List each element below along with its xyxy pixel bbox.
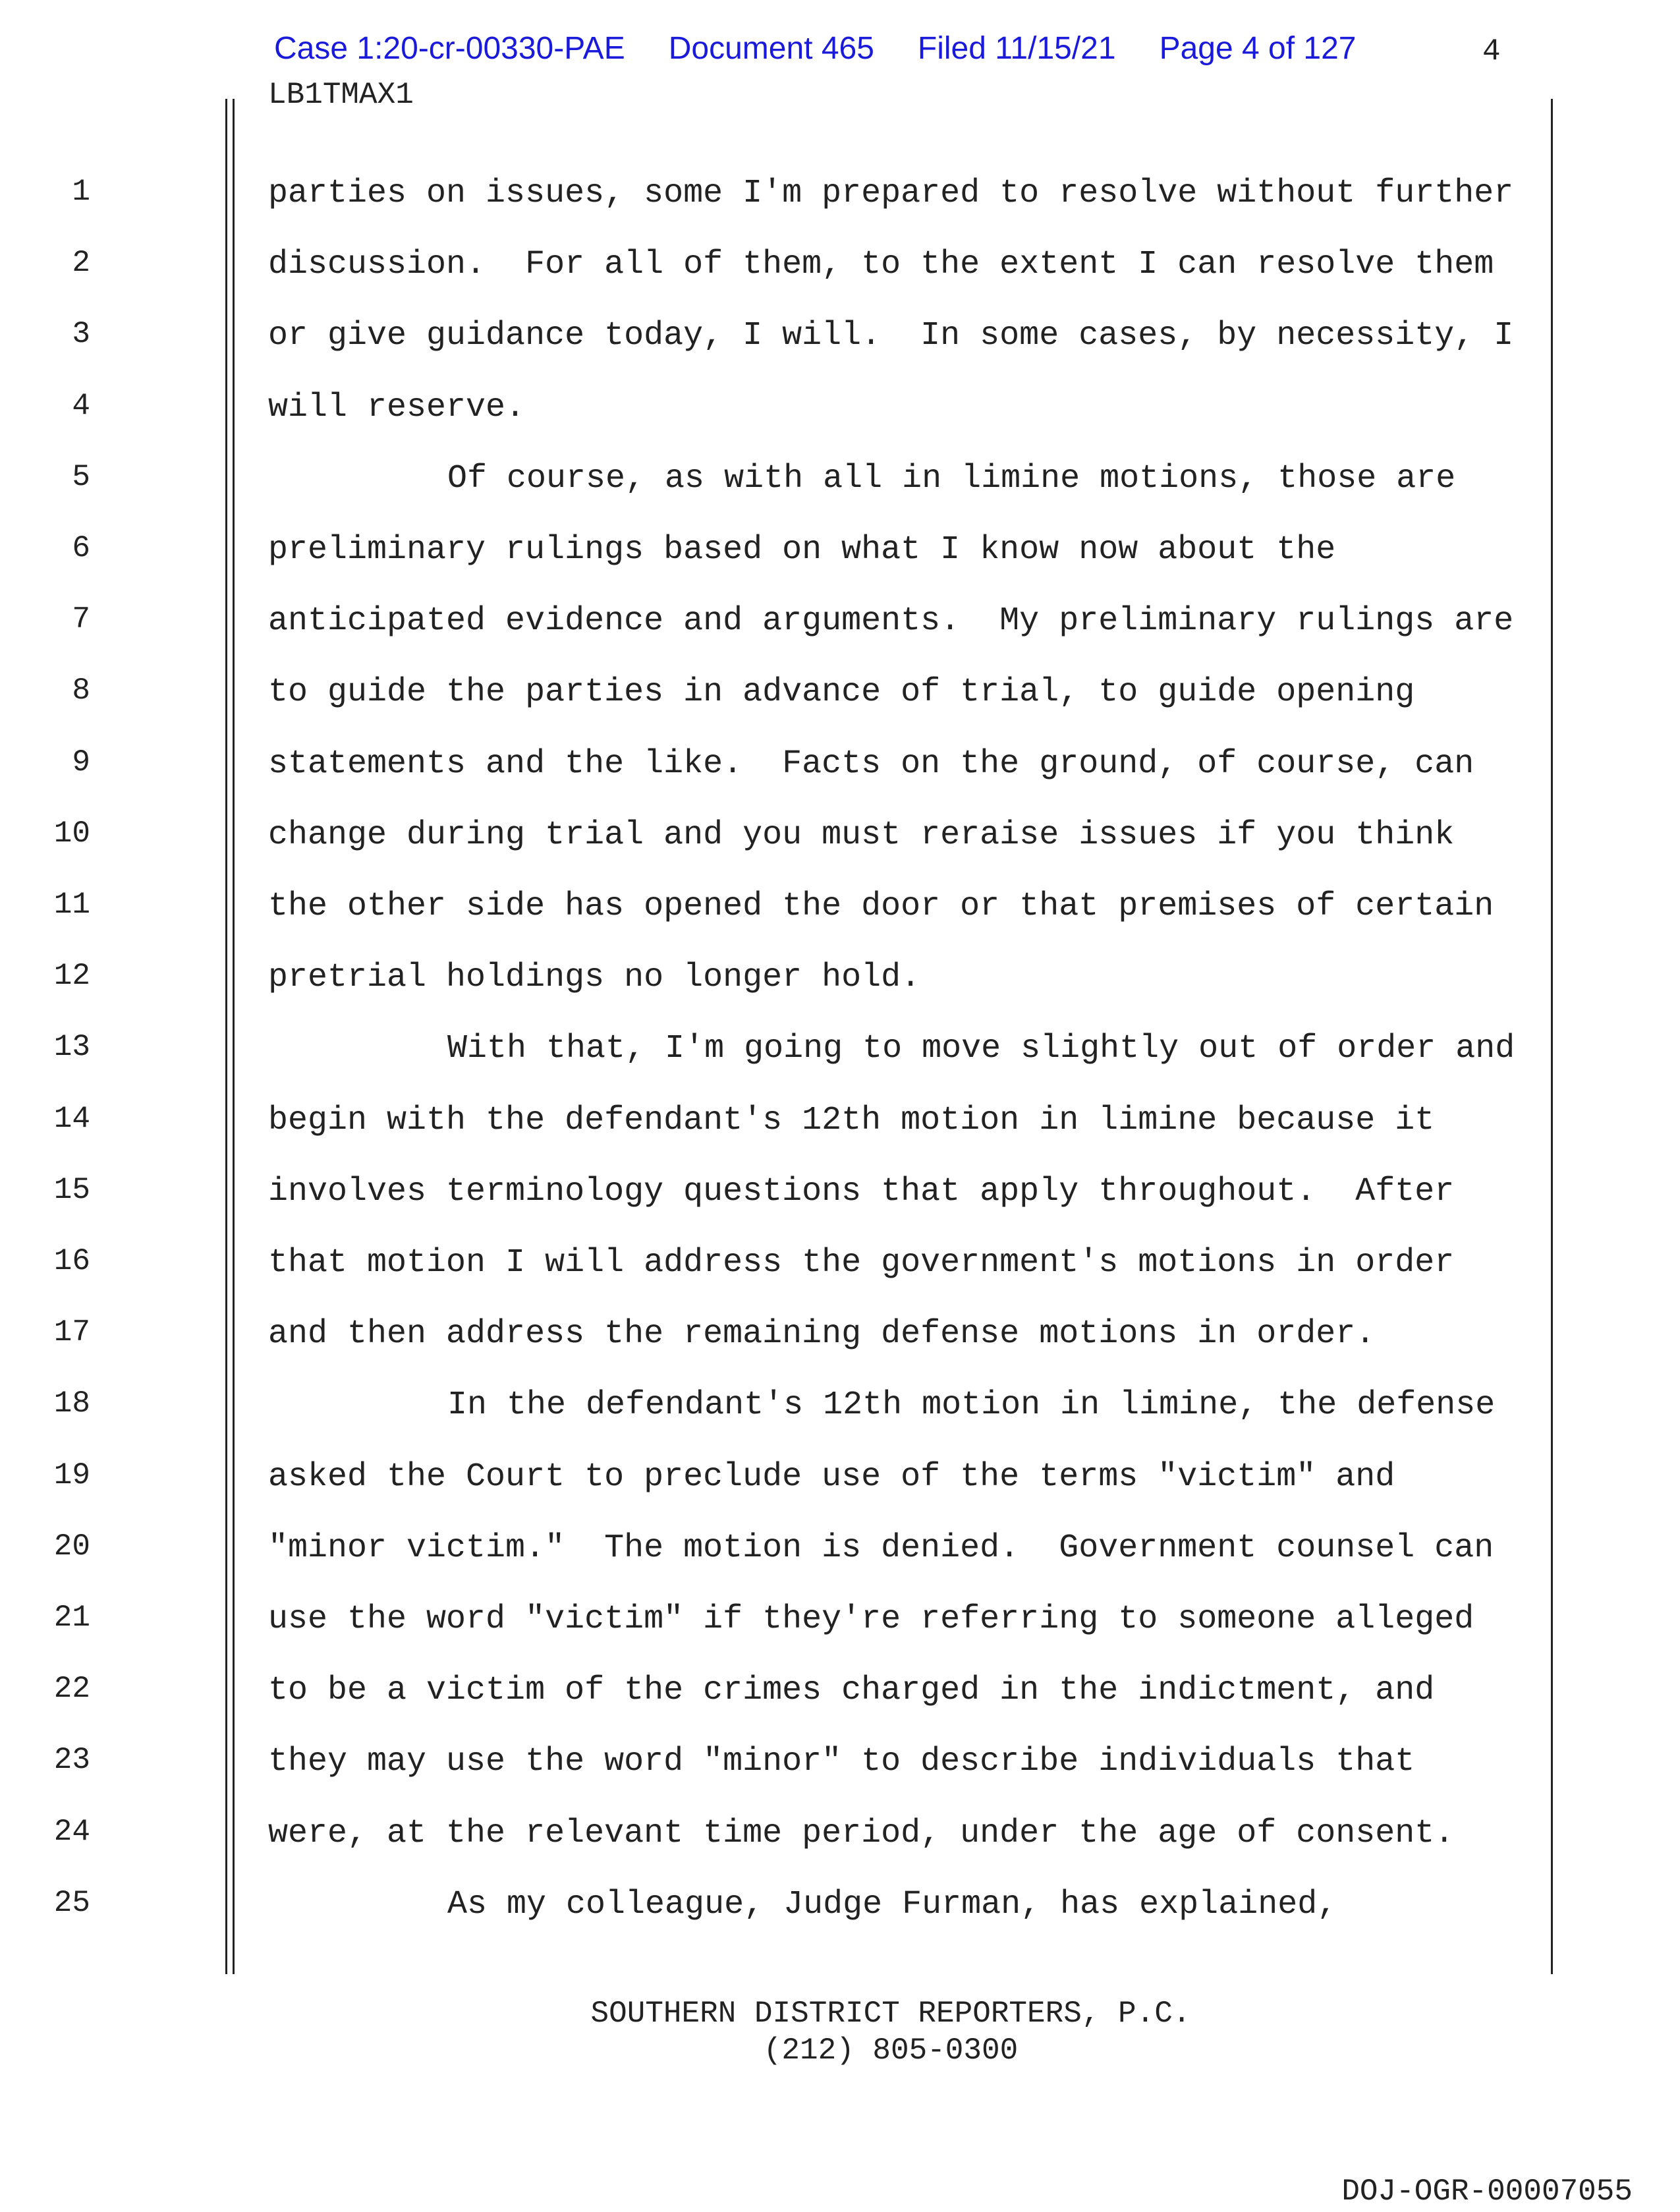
page-count: Page 4 of 127 (1159, 31, 1357, 66)
transcript-line (0, 888, 1581, 959)
line-number: 20 (53, 1529, 90, 1564)
line-text: statements and the like. Facts on the ground, of course, can (268, 745, 1474, 783)
line-number: 22 (53, 1672, 90, 1707)
transcript-line (0, 175, 1581, 246)
transcript-line (0, 531, 1581, 602)
transcript-line (0, 1244, 1581, 1315)
line-text: change during trial and you must reraise issues if you think (268, 816, 1455, 854)
line-number: 19 (53, 1458, 90, 1492)
line-text: In the defendant's 12th motion in limine, the defense (447, 1386, 1496, 1425)
line-number: 6 (72, 531, 90, 565)
line-text: the other side has opened the door or that premises of certain (268, 888, 1494, 925)
transcript-line (0, 816, 1581, 888)
line-number: 15 (53, 1172, 90, 1207)
line-text: were, at the relevant time period, under the age of consent. (268, 1814, 1455, 1852)
line-number: 21 (53, 1601, 90, 1635)
line-number: 25 (53, 1885, 90, 1920)
transcript-line (0, 959, 1581, 1030)
reporter-name: SOUTHERN DISTRICT REPORTERS, P.C. (590, 1997, 1191, 2031)
line-number: 13 (53, 1030, 90, 1065)
line-text: parties on issues, some I'm prepared to resolve without further (268, 175, 1514, 212)
line-number: 9 (72, 745, 90, 780)
line-number: 5 (72, 459, 90, 494)
line-number: 10 (53, 816, 90, 851)
line-text: pretrial holdings no longer hold. (268, 959, 921, 997)
transcript-line (0, 1743, 1581, 1814)
line-number: 12 (53, 959, 90, 994)
transcript-line (0, 1601, 1581, 1672)
line-text: Of course, as with all in limine motions, those are (447, 459, 1456, 497)
line-number: 24 (53, 1814, 90, 1849)
line-number: 16 (53, 1244, 90, 1278)
transcript-line (0, 460, 1581, 531)
transcript-line (0, 1030, 1581, 1101)
document-number: Document 465 (668, 31, 874, 66)
transcript-line (0, 389, 1581, 460)
line-text: to be a victim of the crimes charged in the indictment, and (268, 1672, 1435, 1710)
transcript-line (0, 1315, 1581, 1386)
transcript-line (0, 1173, 1581, 1244)
line-text: "minor victim." The motion is denied. Government counsel can (268, 1529, 1494, 1567)
transcript-line (0, 1815, 1581, 1886)
transcript-code: LB1TMAX1 (268, 78, 414, 112)
line-text: or give guidance today, I will. In some cases, by necessity, I (268, 317, 1514, 355)
line-text: preliminary rulings based on what I know now about the (268, 531, 1336, 569)
line-number: 23 (53, 1743, 90, 1778)
line-number: 17 (53, 1315, 90, 1350)
line-number: 14 (53, 1101, 90, 1136)
line-text: will reserve. (268, 388, 526, 426)
transcript-line (0, 745, 1581, 816)
line-text: they may use the word "minor" to describe individuals that (268, 1743, 1415, 1781)
line-number: 1 (72, 175, 90, 209)
line-number: 7 (72, 602, 90, 637)
line-number: 18 (53, 1386, 90, 1421)
case-number: Case 1:20-cr-00330-PAE (274, 31, 625, 66)
transcript-line (0, 1529, 1581, 1601)
line-text: discussion. For all of them, to the extent I can resolve them (268, 246, 1494, 284)
line-text: involves terminology questions that apply throughout. After (268, 1172, 1455, 1210)
transcript-line (0, 1672, 1581, 1743)
line-text: anticipated evidence and arguments. My preliminary rulings are (268, 602, 1514, 640)
transcript-line (0, 1102, 1581, 1173)
transcript-line (0, 1386, 1581, 1458)
line-text: asked the Court to preclude use of the terms "victim" and (268, 1458, 1395, 1496)
transcript-line (0, 1458, 1581, 1529)
line-number: 2 (72, 246, 90, 281)
line-text: As my colleague, Judge Furman, has explained, (447, 1885, 1337, 1923)
transcript-line (0, 673, 1581, 745)
line-number: 3 (72, 317, 90, 352)
transcript-line (0, 602, 1581, 673)
line-text: and then address the remaining defense motions in order. (268, 1315, 1376, 1353)
line-text: With that, I'm going to move slightly out of order and (447, 1030, 1515, 1068)
transcript-line (0, 246, 1581, 317)
transcript-line (0, 317, 1581, 388)
line-number: 4 (72, 388, 90, 423)
transcript-line (0, 1886, 1581, 1957)
reporter-phone: (212) 805-0300 (763, 2033, 1019, 2068)
transcript-page-number: 4 (1482, 34, 1501, 69)
line-text: begin with the defendant's 12th motion in limine because it (268, 1101, 1435, 1139)
filing-header (274, 30, 1399, 67)
line-number: 11 (53, 888, 90, 922)
line-text: to guide the parties in advance of trial, to guide opening (268, 673, 1415, 712)
filed-date: Filed 11/15/21 (917, 31, 1116, 66)
line-text: that motion I will address the government's motions in order (268, 1244, 1455, 1282)
bates-number: DOJ-OGR-00007055 (1341, 2174, 1633, 2209)
line-text: use the word "victim" if they're referring to someone alleged (268, 1601, 1474, 1638)
line-number: 8 (72, 673, 90, 708)
